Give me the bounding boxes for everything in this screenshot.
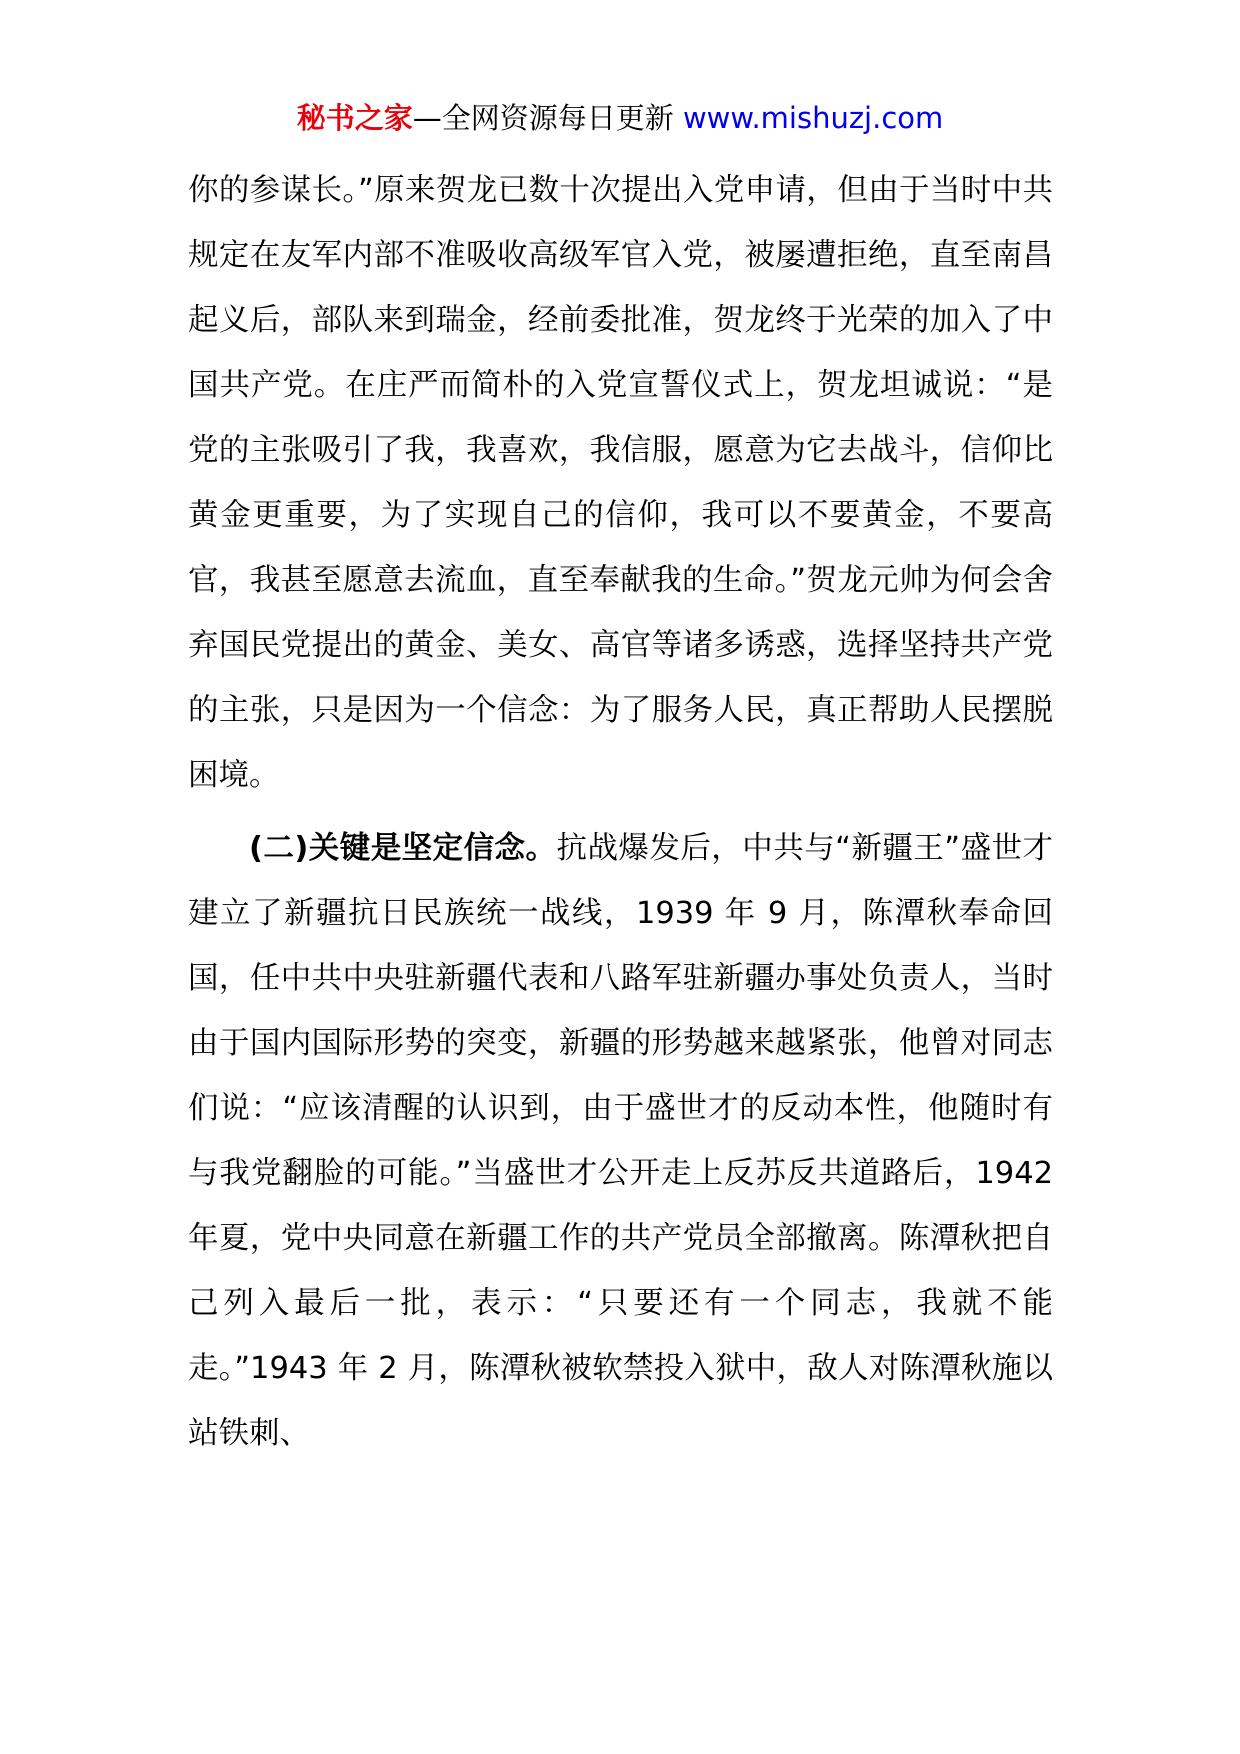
paragraph: 你的参谋长。”原来贺龙已数十次提出入党申请，但由于当时中共规定在友军内部不准吸收高级军官入党，被屡遭拒绝，直至南昌起义后，部队来到瑞金，经前委批准，贺龙终于光荣的加入了中国共产党。在庄严而简朴的入党宣誓仪式上，贺龙坦诚说：“是党的主张吸引了我，我喜欢，我信服，愿意为它去战斗，信仰比黄金更重要，为了实现自己的信仰，我可以不要黄金，不要高官，我甚至愿意去流血，直至奉献我的生命。”贺龙元帅为何会舍弃国民党提出的黄金、美女、高官等诸多诱惑，选择坚持共产党的主张，只是因为一个信念：为了服务人民，真正帮助人民摆脱困境。 [188,173,1053,793]
paragraph [188,816,1053,1466]
document-body [188,158,1053,1466]
header-tagline: —全网资源每日更新 [412,101,674,135]
section-heading: (二)关键是坚定信念。 [249,831,557,866]
paragraph-text: 抗战爆发后，中共与“新疆王”盛世才建立了新疆抗日民族统一战线，1939 年 9 月，陈潭秋奉命回国，任中共中央驻新疆代表和八路军驻新疆办事处负责人，当时由于国内国际形势的突变，新疆的形势越来越紧张，他曾对同志们说：“应该清醒的认识到，由于盛世才的反动本性，他随时有与我党翻脸的可能。”当盛世才公开走上反苏反共道路后，1942 年夏，党中央同意在新疆工作的共产党员全部撤离。陈潭秋把自己列入最后一批，表示：“只要还有一个同志，我就不能走。”1943 年 2 月，陈潭秋被软禁投入狱中，敌人对陈潭秋施以站铁刺、 [188,831,1053,1451]
brand-name: 秘书之家 [296,101,413,135]
site-link[interactable]: www.mishuzj.com [682,101,944,135]
page-header [0,88,1240,148]
